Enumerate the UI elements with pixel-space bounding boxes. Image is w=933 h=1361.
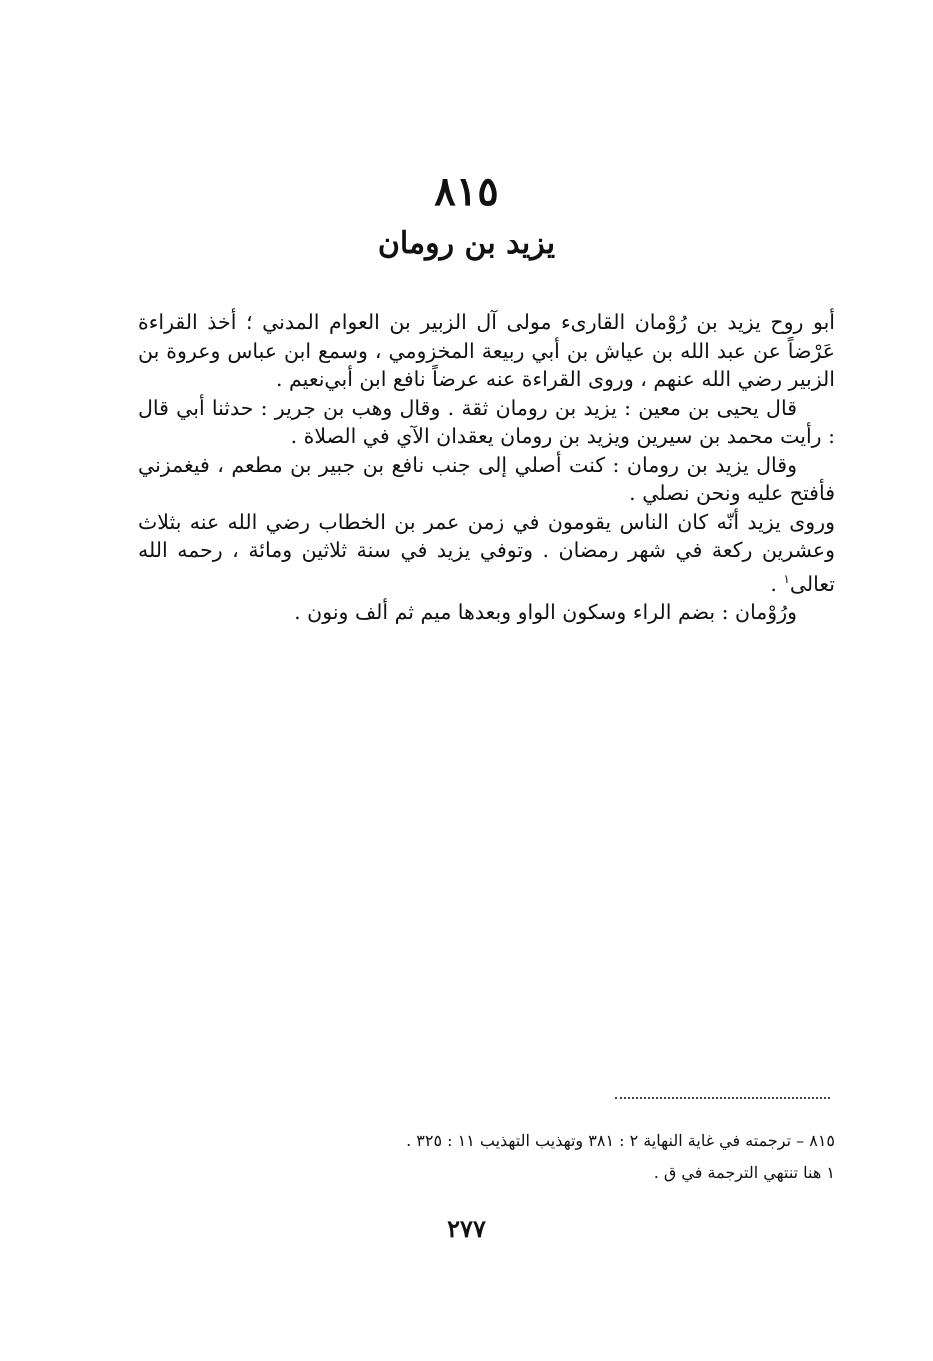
footnote-marker: ١ — [783, 571, 790, 586]
paragraph-1: أبو روح يزيد بن رُوْمان القارىء مولى آل الزبير بن العوام المدني ؛ أخذ القراءة عَرْضاً عن عبد الله بن عياش بن أبي ربيعة المخزومي ، وسمع ابن عباس وعروة بن الزبير رضي الله عنهم ، وروى القراءة عنه عرضاً نافع ابن أبي‌نعيم . — [138, 310, 835, 391]
footnotes — [300, 1125, 835, 1189]
paragraph-4-end: . — [770, 571, 784, 596]
page-number: ٢٧٧ — [447, 1214, 486, 1243]
footnote-1: ١ هنا تنتهي الترجمة في ق . — [653, 1163, 835, 1182]
paragraph-3: وقال يزيد بن رومان : كنت أصلي إلى جنب نافع بن جبير بن مطعم ، فيغمزني فأفتح عليه ونحن نصلي . — [138, 452, 835, 505]
paragraph-2: قال يحيى بن معين : يزيد بن رومان ثقة . وقال وهب بن جرير : حدثنا أبي قال : رأيت محمد بن سيرين ويزيد بن رومان يعقدان الآي في الصلاة . — [138, 395, 835, 448]
entry-number: ٨١٥ — [434, 168, 499, 215]
entry-body — [138, 308, 835, 626]
footnote-entry: ٨١٥ – ترجمته في غاية النهاية ٢ : ٣٨١ وتهذيب التهذيب ١١ : ٣٢٥ . — [406, 1131, 835, 1150]
paragraph-4-text: وروى يزيد أنّه كان الناس يقومون في زمن عمر بن الخطاب رضي الله عنه بثلاث وعشرين ركعة في شهر رمضان . وتوفي يزيد في سنة ثلاثين ومائة ، رحمه الله تعالى — [138, 509, 835, 596]
entry-title: يزيد بن رومان — [377, 226, 556, 261]
paragraph-5: ورُوْمان : بضم الراء وسكون الواو وبعدها ميم ثم ألف ونون . — [294, 599, 797, 624]
paragraph-4 — [138, 508, 835, 598]
footnote-divider — [615, 1097, 830, 1099]
